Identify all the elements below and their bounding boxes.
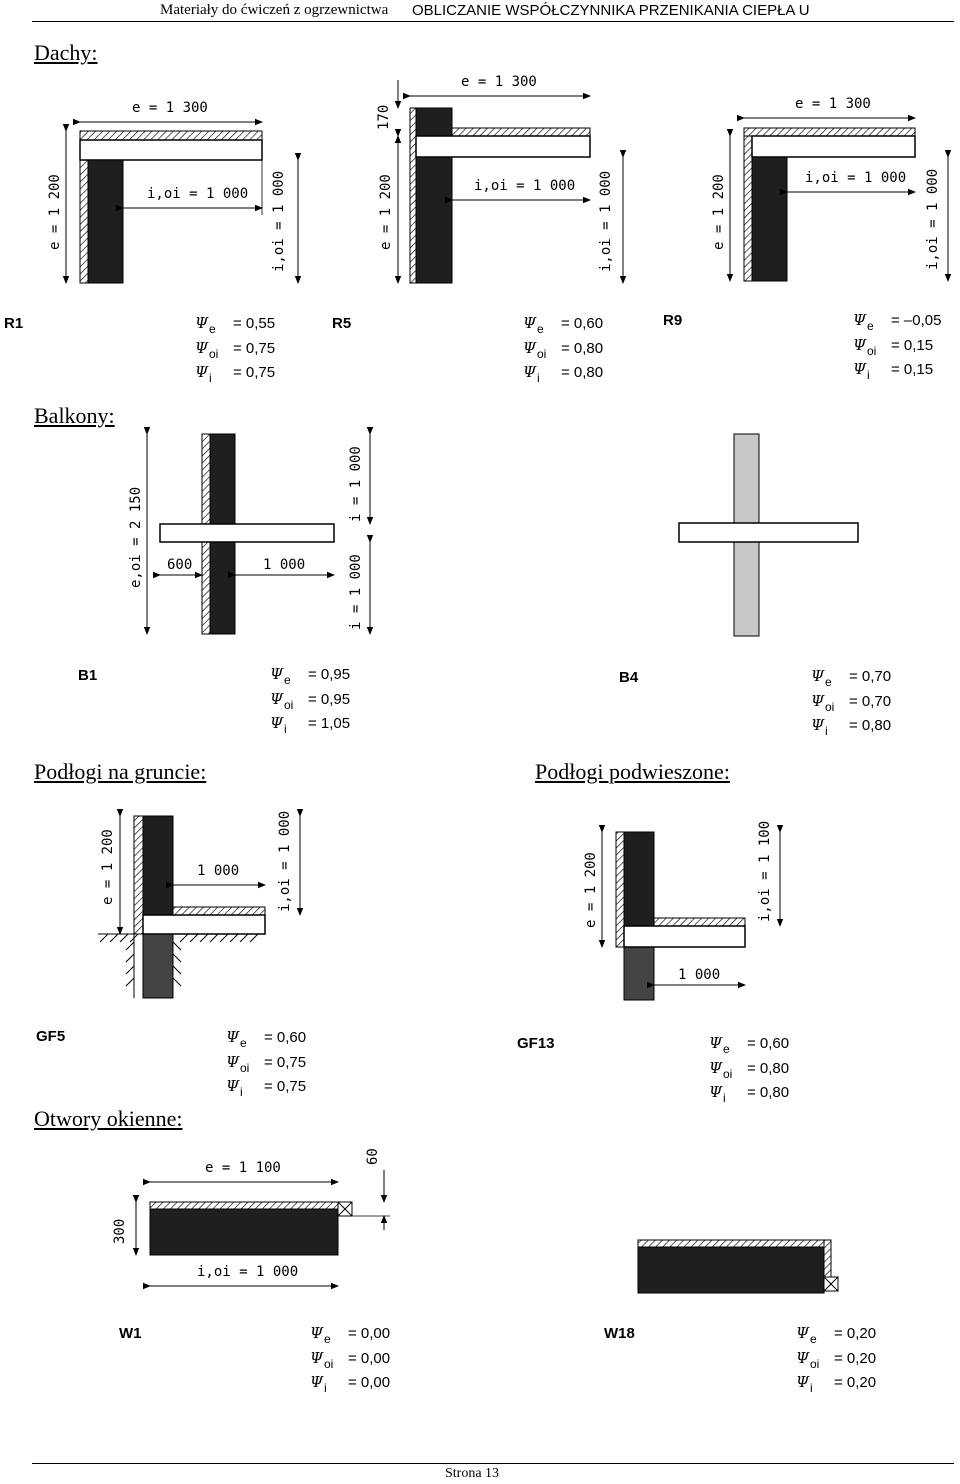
dim-1000: 1 000 [197, 863, 240, 879]
psi-symbol: Ψ [195, 338, 209, 357]
psi-e-value: = 0,95 [308, 666, 351, 683]
drawing-r1 [47, 100, 298, 283]
psi-e-value: = 0,60 [747, 1035, 790, 1052]
psi-e-value: = 0,60 [561, 315, 604, 332]
psi-oi-value: = 0,95 [308, 690, 351, 708]
coef-w1: Ψe = 0,00 Ψoi = 0,00 Ψi = 0,00 [310, 1324, 391, 1395]
drawing-r9 [711, 96, 948, 281]
dim-1000: 1 000 [263, 557, 306, 573]
dim-170: 170 [376, 104, 392, 130]
drawing-r5 [376, 74, 623, 283]
psi-e-value: = 0,60 [264, 1029, 307, 1046]
psi-oi-value: = 0,75 [264, 1053, 307, 1071]
footer-rule [32, 1463, 954, 1464]
dim-ioi-1000: i,oi = 1 000 [197, 1264, 299, 1280]
dim-eoi-2150: e,oi = 2 150 [128, 486, 144, 588]
psi-oi-value: = 0,75 [233, 339, 276, 357]
psi-i-value: = 0,75 [264, 1078, 307, 1095]
dim-ioi-1000-vertical: i,oi = 1 000 [925, 168, 941, 270]
drawing-w18 [638, 1240, 838, 1293]
code-gf13: GF13 [517, 1035, 555, 1052]
psi-e-value: = 0,55 [233, 315, 276, 332]
dim-i-1000-upper: i = 1 000 [348, 446, 364, 522]
dim-e-1300: e = 1 300 [132, 100, 208, 116]
psi-oi-value: = 0,70 [849, 692, 892, 710]
dim-i-1000-lower: i = 1 000 [348, 554, 364, 630]
section-ground-floors: Podłogi na gruncie: [34, 759, 207, 784]
dim-e-1200: e = 1 200 [711, 174, 727, 250]
psi-oi-value: = 0,20 [834, 1349, 877, 1367]
dim-ioi-1100: i,oi = 1 100 [757, 820, 773, 922]
dim-e-1100: e = 1 100 [205, 1160, 281, 1176]
code-r9: R9 [663, 312, 683, 329]
code-w18: W18 [604, 1325, 635, 1342]
drawing-gf5 [98, 811, 300, 998]
dim-ioi-1000: i,oi = 1 000 [147, 186, 249, 202]
dim-1000: 1 000 [678, 967, 721, 983]
section-suspended-floors: Podłogi podwieszone: [535, 759, 730, 784]
psi-i-value: = 0,75 [233, 364, 276, 381]
section-roofs: Dachy: [34, 40, 98, 65]
dim-600: 600 [167, 557, 193, 573]
psi-i-value: = 0,80 [849, 717, 892, 734]
psi-i-value: = 0,15 [891, 361, 934, 378]
coef-r5: Ψe = 0,60 Ψoi = 0,80 Ψi = 0,80 [523, 314, 604, 385]
psi-i-value: = 1,05 [308, 715, 351, 732]
psi-i-value: = 0,20 [834, 1374, 877, 1391]
coef-b4: Ψe = 0,70 Ψoi = 0,70 Ψi = 0,80 [811, 667, 892, 738]
code-b1: B1 [78, 667, 98, 684]
dim-ioi-1000: i,oi = 1 000 [805, 170, 907, 186]
coef-r9: Ψe = –0,05 Ψoi = 0,15 Ψi = 0,15 [853, 311, 942, 382]
dim-ioi-1000: i,oi = 1 000 [474, 178, 576, 194]
psi-symbol: Ψ [195, 314, 209, 332]
dim-e-1300: e = 1 300 [795, 96, 871, 112]
psi-oi-value: = 0,80 [561, 339, 604, 357]
coef-gf5: Ψe = 0,60 Ψoi = 0,75 Ψi = 0,75 [226, 1028, 307, 1099]
dim-e-1300: e = 1 300 [461, 74, 537, 90]
coef-w18: Ψe = 0,20 Ψoi = 0,20 Ψi = 0,20 [796, 1324, 877, 1395]
psi-oi-value: = 0,80 [747, 1059, 790, 1077]
psi-i-value: = 0,80 [561, 364, 604, 381]
dim-e-1200: e = 1 200 [100, 829, 116, 905]
section-windows: Otwory okienne: [34, 1106, 183, 1131]
dim-300: 300 [112, 1218, 128, 1244]
dim-e-1200: e = 1 200 [583, 852, 599, 928]
dim-ioi-1000-vertical: i,oi = 1 000 [271, 170, 287, 272]
psi-oi-value: = 0,00 [348, 1349, 391, 1367]
psi-i-value: = 0,00 [348, 1374, 391, 1391]
code-r1: R1 [4, 315, 24, 332]
dim-ioi-1000-vertical: i,oi = 1 000 [277, 810, 293, 912]
code-gf5: GF5 [36, 1028, 66, 1045]
code-w1: W1 [119, 1325, 142, 1342]
psi-e-value: = 0,20 [834, 1325, 877, 1342]
code-b4: B4 [619, 669, 639, 686]
psi-e-value: = –0,05 [891, 312, 942, 329]
psi-symbol: Ψ [195, 363, 209, 381]
coef-b1: Ψe = 0,95 Ψoi = 0,95 Ψi = 1,05 [270, 665, 351, 736]
code-r5: R5 [332, 315, 352, 332]
dim-e-1200: e = 1 200 [378, 174, 394, 250]
coef-r1: Ψe = 0,55 Ψoi = 0,75 Ψi = 0,75 [195, 311, 275, 385]
psi-e-value: = 0,70 [849, 668, 892, 685]
drawing-gf13 [583, 821, 780, 1000]
section-balconies: Balkony: [34, 403, 115, 428]
psi-oi-value: = 0,15 [891, 336, 934, 354]
drawing-b4 [679, 434, 858, 636]
page-number: Strona 13 [445, 1466, 500, 1481]
coef-gf13: Ψe = 0,60 Ψoi = 0,80 Ψi = 0,80 [709, 1034, 790, 1105]
psi-i-value: = 0,80 [747, 1084, 790, 1101]
drawing-w1 [112, 1148, 390, 1286]
psi-e-value: = 0,00 [348, 1325, 391, 1342]
header-left: Materiały do ćwiczeń z ogrzewnictwa [160, 2, 389, 18]
dim-60: 60 [365, 1148, 381, 1165]
drawing-b1 [128, 434, 370, 634]
dim-e-1200: e = 1 200 [47, 174, 63, 250]
dim-ioi-1000-vertical: i,oi = 1 000 [598, 170, 614, 272]
header-right: OBLICZANIE WSPÓŁCZYNNIKA PRZENIKANIA CIEPŁA U [412, 2, 810, 19]
